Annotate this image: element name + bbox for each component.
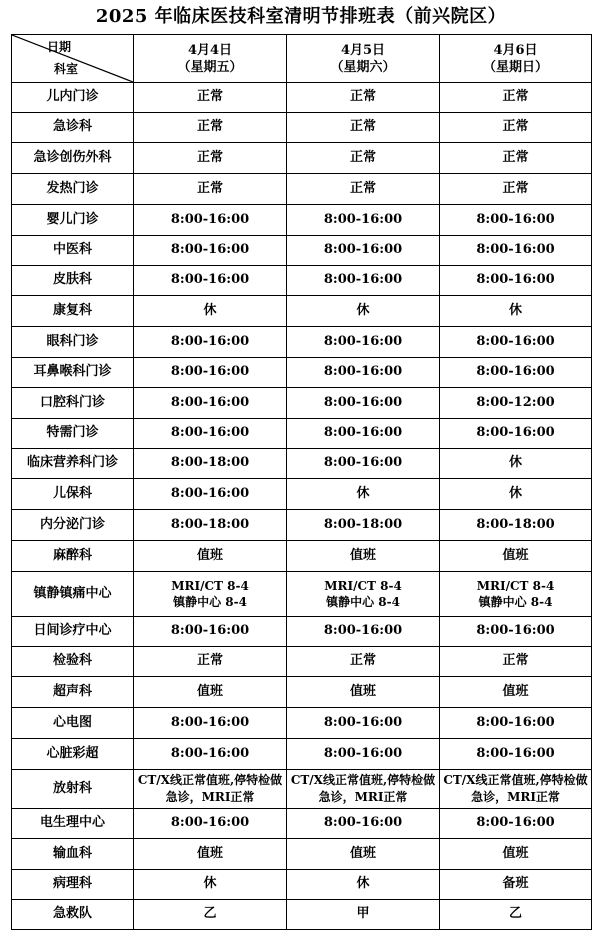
schedule-cell-text: 休 xyxy=(356,302,370,318)
schedule-cell-text: 值班 xyxy=(502,845,529,861)
schedule-cell xyxy=(440,205,592,236)
table-row xyxy=(12,510,592,541)
schedule-cell-text: 正常 xyxy=(196,119,223,135)
schedule-cell-text: 正常 xyxy=(196,180,223,196)
schedule-cell xyxy=(287,449,440,479)
schedule-cell-text: 8:00-16:00 xyxy=(170,364,250,380)
schedule-cell xyxy=(287,770,440,809)
schedule-cell xyxy=(440,870,592,900)
table-row xyxy=(12,870,592,900)
schedule-cell xyxy=(440,541,592,572)
schedule-cell-text: 正常 xyxy=(502,653,529,669)
schedule-cell xyxy=(134,708,287,739)
table-row xyxy=(12,419,592,449)
schedule-cell xyxy=(134,358,287,388)
schedule-cell-text: 8:00-18:00 xyxy=(323,516,403,532)
schedule-cell xyxy=(134,510,287,541)
schedule-cell xyxy=(134,617,287,647)
schedule-cell xyxy=(287,358,440,388)
dept-name-cell: 电生理中心 xyxy=(12,809,134,839)
schedule-cell-text: 值班 xyxy=(196,547,223,563)
schedule-cell-text: 8:00-16:00 xyxy=(323,242,403,258)
schedule-cell-text: 8:00-16:00 xyxy=(476,623,555,639)
schedule-cell-text: 值班 xyxy=(502,547,529,563)
table-row xyxy=(12,174,592,205)
schedule-cell-text: 备班 xyxy=(502,876,529,892)
schedule-cell-text: 正常 xyxy=(502,119,529,135)
dept-name-cell: 输血科 xyxy=(12,839,134,870)
corner-header-cell xyxy=(12,35,134,83)
schedule-cell-text: 8:00-16:00 xyxy=(323,333,403,349)
dept-name-cell: 中医科 xyxy=(12,236,134,266)
schedule-cell-text: 8:00-18:00 xyxy=(476,516,555,532)
schedule-cell xyxy=(287,647,440,677)
schedule-cell-text: 8:00-16:00 xyxy=(170,815,250,831)
schedule-cell xyxy=(287,327,440,358)
dept-name-cell: 急诊创伤外科 xyxy=(12,143,134,174)
schedule-cell-text: 8:00-16:00 xyxy=(170,211,250,227)
schedule-cell xyxy=(440,388,592,419)
schedule-cell-text: 乙 xyxy=(508,906,522,922)
dept-name-cell: 临床营养科门诊 xyxy=(12,449,134,479)
schedule-cell xyxy=(287,617,440,647)
dept-name-cell: 口腔科门诊 xyxy=(12,388,134,419)
dept-name-cell: 耳鼻喉科门诊 xyxy=(12,358,134,388)
schedule-cell-text: 8:00-16:00 xyxy=(170,272,250,288)
schedule-cell xyxy=(440,266,592,296)
table-row xyxy=(12,358,592,388)
schedule-cell-text: 正常 xyxy=(502,89,529,105)
dept-name-cell: 发热门诊 xyxy=(12,174,134,205)
schedule-cell-text: 8:00-16:00 xyxy=(476,745,555,761)
dept-name-cell: 镇静镇痛中心 xyxy=(12,572,134,617)
schedule-cell xyxy=(287,739,440,770)
schedule-cell-text: 值班 xyxy=(196,683,223,699)
schedule-cell-text: 8:00-12:00 xyxy=(476,394,555,410)
schedule-cell xyxy=(440,572,592,617)
dept-name-cell: 麻醉科 xyxy=(12,541,134,572)
schedule-cell xyxy=(134,770,287,809)
schedule-cell xyxy=(287,479,440,510)
schedule-cell xyxy=(440,739,592,770)
schedule-cell-line: MRI/CT 8-4 xyxy=(324,579,402,593)
schedule-cell xyxy=(440,174,592,205)
table-row xyxy=(12,449,592,479)
dept-name-cell: 急救队 xyxy=(12,900,134,930)
table-row xyxy=(12,143,592,174)
table-row xyxy=(12,541,592,572)
day-weekday: （星期日） xyxy=(482,59,548,75)
schedule-cell-text: 乙 xyxy=(203,906,217,922)
table-row xyxy=(12,617,592,647)
schedule-cell-text: 正常 xyxy=(349,653,376,669)
schedule-cell-text: 值班 xyxy=(349,845,376,861)
dept-name-cell: 心脏彩超 xyxy=(12,739,134,770)
schedule-cell xyxy=(440,770,592,809)
dept-name-cell: 特需门诊 xyxy=(12,419,134,449)
schedule-cell xyxy=(287,900,440,930)
schedule-cell-text: 8:00-16:00 xyxy=(476,425,555,441)
table-row xyxy=(12,327,592,358)
day-date: 4月5日 xyxy=(340,42,386,58)
schedule-cell-text: CT/X线正常值班,停特检做急诊，MRI正常 xyxy=(443,772,588,804)
schedule-cell-text: 正常 xyxy=(502,149,529,165)
schedule-cell xyxy=(440,113,592,143)
table-row xyxy=(12,479,592,510)
schedule-cell-text: 8:00-16:00 xyxy=(323,394,403,410)
schedule-cell-text: 正常 xyxy=(196,149,223,165)
dept-name-cell: 急诊科 xyxy=(12,113,134,143)
table-row xyxy=(12,770,592,809)
schedule-cell xyxy=(287,839,440,870)
schedule-cell-text: 8:00-16:00 xyxy=(323,714,403,730)
schedule-cell xyxy=(287,174,440,205)
schedule-cell-text: 休 xyxy=(356,485,370,501)
header-row xyxy=(12,35,592,83)
schedule-cell-text: 8:00-16:00 xyxy=(323,455,403,471)
table-row xyxy=(12,113,592,143)
day-header-cell xyxy=(134,35,287,83)
schedule-cell xyxy=(287,708,440,739)
schedule-cell-text: 休 xyxy=(203,302,217,318)
schedule-cell-text: 8:00-16:00 xyxy=(323,425,403,441)
schedule-cell-text: 值班 xyxy=(349,547,376,563)
day-weekday: （星期五） xyxy=(177,59,243,75)
schedule-cell-text: 正常 xyxy=(196,89,223,105)
schedule-cell xyxy=(134,739,287,770)
schedule-cell-text: 8:00-16:00 xyxy=(476,815,555,831)
schedule-cell xyxy=(440,900,592,930)
schedule-cell-text: 休 xyxy=(508,302,522,318)
schedule-cell-text: 8:00-16:00 xyxy=(170,623,250,639)
schedule-cell xyxy=(134,174,287,205)
schedule-cell-text: 8:00-16:00 xyxy=(476,211,555,227)
schedule-cell xyxy=(287,510,440,541)
schedule-cell xyxy=(134,870,287,900)
dept-name-cell: 检验科 xyxy=(12,647,134,677)
schedule-cell xyxy=(287,113,440,143)
schedule-cell-line: MRI/CT 8-4 xyxy=(171,579,249,593)
schedule-cell-text: 8:00-16:00 xyxy=(323,211,403,227)
table-row xyxy=(12,809,592,839)
schedule-cell xyxy=(440,296,592,327)
schedule-cell xyxy=(287,388,440,419)
schedule-cell-text: 8:00-16:00 xyxy=(323,815,403,831)
table-row xyxy=(12,236,592,266)
schedule-cell xyxy=(440,647,592,677)
schedule-cell-text: 8:00-16:00 xyxy=(476,333,555,349)
schedule-cell xyxy=(287,677,440,708)
schedule-cell xyxy=(134,266,287,296)
table-row xyxy=(12,266,592,296)
schedule-cell-line: 镇静中心 8-4 xyxy=(478,595,553,609)
schedule-cell xyxy=(134,809,287,839)
schedule-cell xyxy=(440,419,592,449)
schedule-cell-text: 8:00-16:00 xyxy=(323,623,403,639)
schedule-cell-text: 8:00-16:00 xyxy=(170,425,250,441)
schedule-cell-text: 8:00-18:00 xyxy=(170,516,250,532)
page-title: 2025 年临床医技科室清明节排班表（前兴院区） xyxy=(95,6,507,27)
schedule-cell xyxy=(134,449,287,479)
schedule-cell-text: 休 xyxy=(203,876,217,892)
schedule-cell-text: 8:00-16:00 xyxy=(476,242,555,258)
schedule-cell xyxy=(287,296,440,327)
schedule-cell xyxy=(134,327,287,358)
schedule-cell xyxy=(440,617,592,647)
schedule-cell-text: 正常 xyxy=(349,89,376,105)
dept-name-cell: 超声科 xyxy=(12,677,134,708)
schedule-cell-text: 值班 xyxy=(502,683,529,699)
table-row xyxy=(12,900,592,930)
schedule-cell xyxy=(134,541,287,572)
schedule-cell xyxy=(287,809,440,839)
schedule-cell-text: 值班 xyxy=(196,845,223,861)
table-row xyxy=(12,739,592,770)
table-row xyxy=(12,839,592,870)
schedule-cell xyxy=(287,266,440,296)
schedule-body xyxy=(12,83,592,930)
schedule-cell xyxy=(287,143,440,174)
table-row xyxy=(12,205,592,236)
schedule-cell-text: 正常 xyxy=(349,180,376,196)
dept-name-cell: 儿保科 xyxy=(12,479,134,510)
schedule-cell xyxy=(287,541,440,572)
schedule-cell-text: 正常 xyxy=(502,180,529,196)
schedule-cell xyxy=(440,839,592,870)
schedule-cell-text: 正常 xyxy=(349,149,376,165)
schedule-cell-text: 8:00-16:00 xyxy=(476,364,555,380)
dept-name-cell: 放射科 xyxy=(12,770,134,809)
schedule-cell-text: 值班 xyxy=(349,683,376,699)
schedule-cell xyxy=(134,572,287,617)
table-row xyxy=(12,83,592,113)
schedule-cell xyxy=(134,900,287,930)
schedule-cell-text: 8:00-16:00 xyxy=(170,714,250,730)
schedule-cell-text: 正常 xyxy=(196,653,223,669)
schedule-cell xyxy=(287,870,440,900)
dept-name-cell: 儿内门诊 xyxy=(12,83,134,113)
schedule-cell xyxy=(134,647,287,677)
schedule-cell xyxy=(134,83,287,113)
schedule-cell xyxy=(134,205,287,236)
schedule-cell-text: 休 xyxy=(356,876,370,892)
dept-name-cell: 眼科门诊 xyxy=(12,327,134,358)
dept-name-cell: 病理科 xyxy=(12,870,134,900)
schedule-cell xyxy=(440,83,592,113)
table-row xyxy=(12,296,592,327)
schedule-cell-text: 8:00-16:00 xyxy=(323,745,403,761)
schedule-cell-text: 8:00-16:00 xyxy=(323,272,403,288)
schedule-cell xyxy=(134,143,287,174)
day-weekday: （星期六） xyxy=(330,59,396,75)
corner-dept-label: 科室 xyxy=(54,62,79,76)
schedule-cell xyxy=(287,572,440,617)
schedule-cell-text: 8:00-16:00 xyxy=(170,394,250,410)
schedule-cell xyxy=(287,83,440,113)
schedule-cell xyxy=(134,677,287,708)
schedule-cell-text: 8:00-16:00 xyxy=(476,714,555,730)
schedule-cell-text: CT/X线正常值班,停特检做急诊，MRI正常 xyxy=(137,772,283,804)
table-row xyxy=(12,647,592,677)
schedule-cell xyxy=(134,296,287,327)
dept-name-cell: 日间诊疗中心 xyxy=(12,617,134,647)
schedule-cell-text: 正常 xyxy=(349,119,376,135)
schedule-cell-line: 镇静中心 8-4 xyxy=(173,595,247,609)
schedule-cell-line: MRI/CT 8-4 xyxy=(476,579,555,593)
schedule-cell xyxy=(134,479,287,510)
schedule-cell-text: CT/X线正常值班,停特检做急诊，MRI正常 xyxy=(290,772,436,804)
schedule-cell xyxy=(287,236,440,266)
schedule-cell xyxy=(134,419,287,449)
day-header-cell xyxy=(287,35,440,83)
schedule-cell xyxy=(440,510,592,541)
table-row xyxy=(12,677,592,708)
dept-name-cell: 心电图 xyxy=(12,708,134,739)
schedule-cell xyxy=(134,839,287,870)
schedule-cell xyxy=(134,113,287,143)
schedule-cell xyxy=(134,388,287,419)
table-row xyxy=(12,388,592,419)
schedule-cell xyxy=(440,479,592,510)
schedule-cell-text: 8:00-16:00 xyxy=(170,242,250,258)
schedule-cell-text: 8:00-16:00 xyxy=(476,272,555,288)
dept-name-cell: 内分泌门诊 xyxy=(12,510,134,541)
schedule-cell xyxy=(440,677,592,708)
schedule-cell-text: 8:00-16:00 xyxy=(170,485,250,501)
dept-name-cell: 康复科 xyxy=(12,296,134,327)
dept-name-cell: 皮肤科 xyxy=(12,266,134,296)
schedule-cell xyxy=(134,236,287,266)
schedule-table xyxy=(11,34,592,930)
schedule-cell xyxy=(440,236,592,266)
schedule-cell-text: 8:00-16:00 xyxy=(170,745,250,761)
schedule-cell-text: 8:00-16:00 xyxy=(323,364,403,380)
corner-date-label: 日期 xyxy=(46,40,71,54)
schedule-cell xyxy=(440,708,592,739)
schedule-cell xyxy=(287,205,440,236)
schedule-cell xyxy=(440,327,592,358)
schedule-cell xyxy=(287,419,440,449)
schedule-cell-text: 8:00-18:00 xyxy=(170,455,250,471)
schedule-cell xyxy=(440,449,592,479)
table-row xyxy=(12,572,592,617)
schedule-cell-line: 镇静中心 8-4 xyxy=(326,595,400,609)
schedule-cell-text: 甲 xyxy=(356,906,370,922)
schedule-cell xyxy=(440,358,592,388)
schedule-cell xyxy=(440,809,592,839)
table-row xyxy=(12,708,592,739)
schedule-cell-text: 8:00-16:00 xyxy=(170,333,250,349)
day-header-cell xyxy=(440,35,592,83)
schedule-cell-text: 休 xyxy=(508,455,522,471)
day-date: 4月6日 xyxy=(493,42,538,58)
schedule-cell-text: 休 xyxy=(508,485,522,501)
day-date: 4月4日 xyxy=(187,42,233,58)
schedule-cell xyxy=(440,143,592,174)
dept-name-cell: 婴儿门诊 xyxy=(12,205,134,236)
